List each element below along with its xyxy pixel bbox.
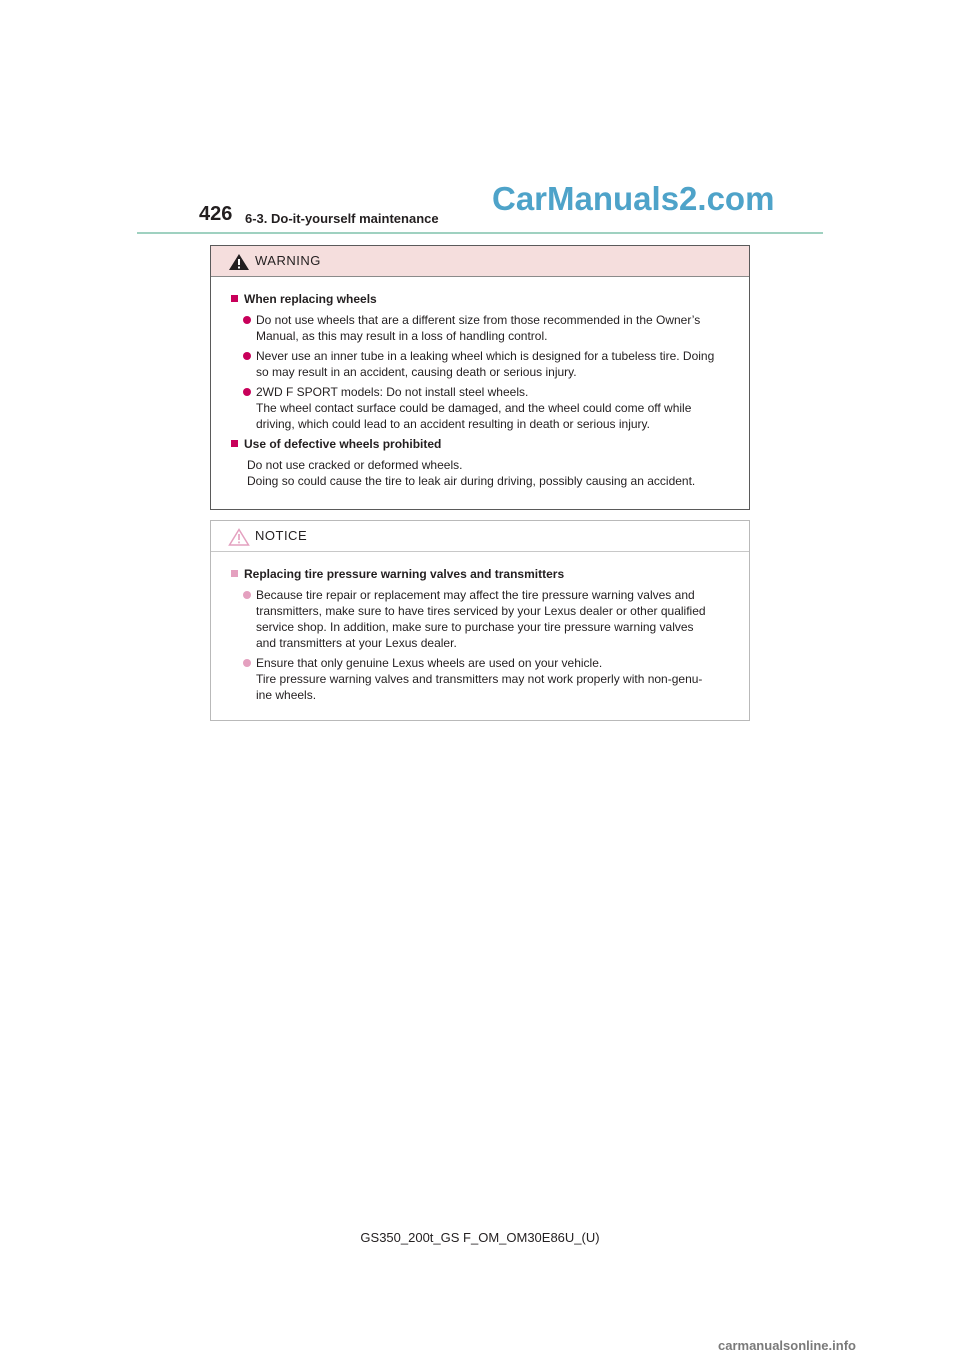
list-item: Ensure that only genuine Lexus wheels are used on your vehicle. Tire pressure warning valves and transmitters may not work properly with non-genu- ine wheels. xyxy=(243,655,743,703)
square-bullet-icon xyxy=(231,440,238,447)
list-item: Do not use wheels that are a different size from those recommended in the Owner’s Manual, as this may result in a loss of handling control. xyxy=(243,312,743,344)
warning-header xyxy=(211,246,749,277)
watermark-logo[interactable]: CarManuals2.com xyxy=(492,180,775,217)
warning-box xyxy=(210,245,750,510)
section-title: 6-3. Do-it-yourself maintenance xyxy=(245,211,439,226)
round-bullet-icon xyxy=(243,388,251,396)
round-bullet-icon xyxy=(243,352,251,360)
notice-body xyxy=(211,552,749,703)
list-item: Never use an inner tube in a leaking wheel which is designed for a tubeless tire. Doing so may result in an accident, causing death or serious injury. xyxy=(243,348,743,380)
notice-header xyxy=(211,521,749,552)
paragraph: Do not use cracked or deformed wheels. Doing so could cause the tire to leak air during driving, possibly causing an accident. xyxy=(247,458,696,488)
warning-label: WARNING xyxy=(255,253,321,268)
round-bullet-icon xyxy=(243,659,251,667)
list-item: Because tire repair or replacement may affect the tire pressure warning valves and transmitters, make sure to have tires serviced by your Lexus dealer or other qualified service shop. In addition, make sure to purchase your tire pressure warning valves and transmitters at your Lexus dealer. xyxy=(243,587,743,651)
notice-box xyxy=(210,520,750,721)
list-item: 2WD F SPORT models: Do not install steel wheels. The wheel contact surface could be damaged, and the wheel could come off while driving, which could lead to an accident resulting in death or serious injury. xyxy=(243,384,743,432)
warning-topic-title: Use of defective wheels prohibited xyxy=(229,436,743,452)
footer-watermark[interactable]: carmanualsonline.info xyxy=(718,1338,856,1353)
square-bullet-icon xyxy=(231,295,238,302)
round-bullet-icon xyxy=(243,591,251,599)
header-rule xyxy=(137,232,823,234)
square-bullet-icon xyxy=(231,570,238,577)
notice-triangle-icon xyxy=(228,528,250,546)
page-number: 426 xyxy=(199,203,233,225)
document-code: GS350_200t_GS F_OM_OM30E86U_(U) xyxy=(360,1230,600,1245)
warning-topic-title: When replacing wheels xyxy=(229,291,743,307)
notice-label: NOTICE xyxy=(255,528,308,543)
warning-body xyxy=(211,277,749,489)
warning-triangle-icon xyxy=(228,253,250,271)
round-bullet-icon xyxy=(243,316,251,324)
notice-topic-title: Replacing tire pressure warning valves and transmitters xyxy=(229,566,743,582)
